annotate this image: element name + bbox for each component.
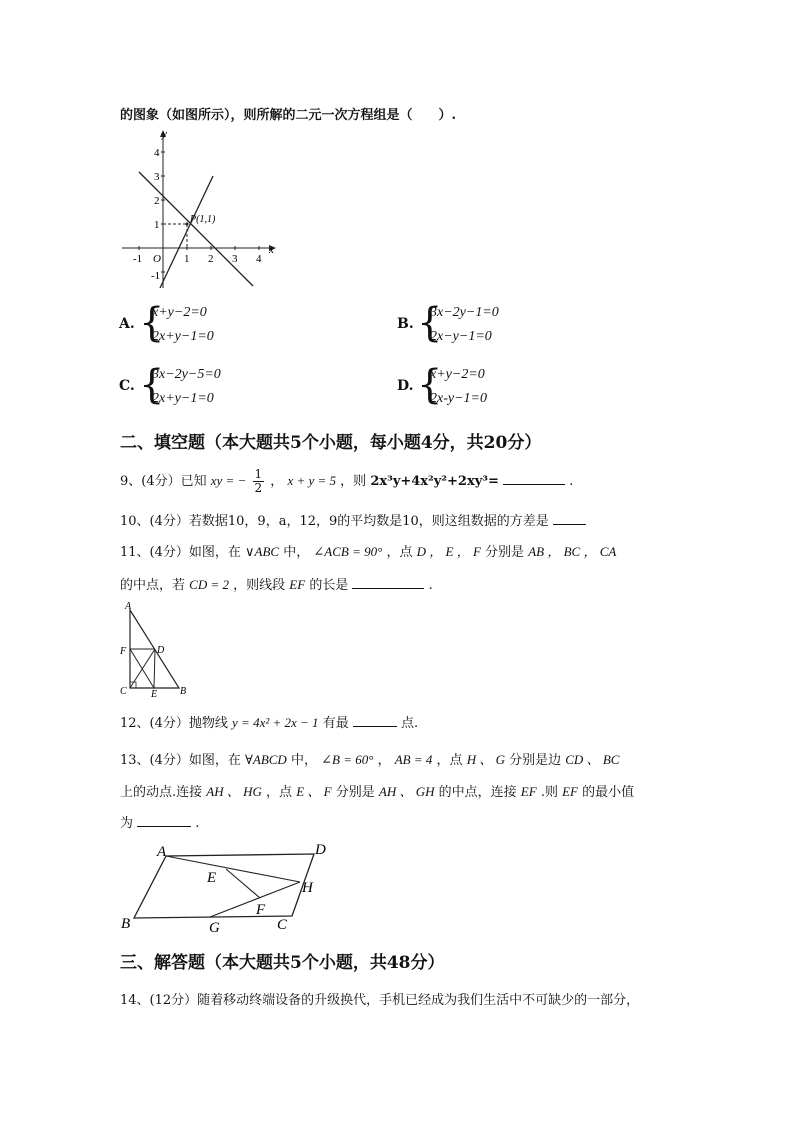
option-b-eq2: 2x−y−1=0 (430, 329, 492, 344)
option-d-eq2: 2x-y−1=0 (430, 391, 487, 406)
intro-line: 的图象（如图所示），则所解的二元一次方程组是（ ）. (120, 108, 457, 123)
x-tick-3: 3 (232, 253, 238, 265)
q11-l1b: 中， (283, 545, 310, 560)
segment-de (154, 649, 155, 688)
fig13-label-g: G (209, 920, 220, 936)
option-a-eq2: 2x+y−1=0 (152, 329, 214, 344)
option-b-eq1: 3x−2y−1=0 (430, 305, 499, 320)
option-d-eq1: x+y−2=0 (430, 367, 485, 382)
y-tick-2: 2 (154, 195, 160, 207)
q11-l2b: ，则线段 (233, 578, 286, 593)
x-axis-label: x (269, 244, 274, 256)
fig13-label-d: D (315, 842, 326, 858)
q13-ah-hg: AH 、 HG (206, 784, 262, 799)
question-13-line1 (120, 749, 619, 768)
fig13-label-c: C (277, 917, 288, 933)
fig11-label-b: B (180, 686, 187, 697)
q9-mid: ，则 (340, 474, 367, 489)
q13-l2b: ，点 (266, 785, 293, 800)
q9-sep: ， (270, 474, 284, 489)
line-2x-minus-y-eq-1 (160, 176, 213, 288)
q11-l2a: 的中点，若 (120, 578, 186, 593)
q12-prefix: 12、(4分）抛物线 (120, 716, 228, 731)
option-a-brace: { (139, 300, 165, 346)
fig11-label-a: A (125, 601, 132, 612)
fig13-label-b: B (121, 916, 131, 932)
q9-end: . (569, 474, 574, 489)
q13-l2f: 的最小值 (582, 785, 635, 800)
q12-end: 点. (401, 716, 419, 731)
q11-angle: ∠ACB = 90° (313, 544, 383, 559)
q13-l1d: ，点 (436, 753, 463, 768)
q13-l1c: ， (377, 753, 391, 768)
q13-segs: CD 、 BC (565, 752, 620, 767)
question-9 (120, 468, 573, 495)
q11-answer-blank[interactable] (352, 576, 424, 589)
q13-l2e: .则 (540, 785, 558, 800)
y-tick-neg1: -1 (151, 270, 161, 282)
q9-xy-eq: xy = − (210, 473, 247, 488)
x-tick-4: 4 (256, 253, 262, 265)
y-tick-4: 4 (154, 147, 160, 159)
q13-ah-gh: AH 、 GH (378, 784, 435, 799)
q13-l2c: 分别是 (335, 785, 375, 800)
fig13-label-e: E (207, 870, 217, 886)
q13-l1a: 13、(4分）如图，在 (120, 753, 241, 768)
fig13-label-h: H (302, 880, 313, 896)
question-11-line1 (120, 541, 616, 560)
section3-heading: 三、解答题（本大题共5个小题，共48分） (120, 953, 445, 973)
y-axis-label: y (162, 128, 167, 140)
option-b-system[interactable] (430, 301, 499, 349)
fig11-label-c: C (120, 686, 127, 697)
q12-mid: 有最 (322, 716, 349, 731)
point-p-label: P(1,1) (190, 214, 216, 225)
q13-ef-seg: EF (520, 784, 537, 799)
q11-l2c: 的长是 (309, 578, 349, 593)
q9-expr: 2x³y+4x²y²+2xy³= (370, 474, 499, 489)
q13-answer-blank[interactable] (137, 814, 191, 827)
q13-ef-points: E 、 F (296, 784, 332, 799)
figure-13-parallelogram (116, 836, 340, 936)
q11-points: D ， E ， F (416, 544, 481, 559)
q13-l2a: 上的动点.连接 (120, 785, 203, 800)
option-b-brace: { (417, 300, 443, 346)
q13-ef-seg2: EF (562, 784, 578, 799)
option-d-system[interactable] (430, 363, 487, 411)
x-tick-1: 1 (184, 253, 190, 265)
parallelogram-abcd (134, 854, 314, 918)
q13-ab: AB = 4 (394, 752, 433, 767)
option-c-system[interactable] (152, 363, 221, 411)
segment-gh (210, 882, 300, 917)
fig13-label-a: A (157, 844, 167, 860)
q13-l3: 为 (120, 816, 134, 831)
option-a-system[interactable] (152, 301, 214, 349)
q13-angle: ∠B = 60° (321, 752, 374, 767)
figure-11-triangle (116, 600, 196, 700)
q11-segments: AB ， BC ， CA (528, 544, 617, 559)
question-11-line2 (120, 574, 433, 593)
x-tick-neg1: -1 (133, 253, 143, 265)
option-d-brace: { (417, 362, 443, 408)
option-d-label[interactable]: D. (397, 378, 414, 394)
q9-sum-eq: x + y = 5 (287, 473, 337, 488)
option-c-brace: { (139, 362, 165, 408)
q11-l1a: 11、(4分）如图，在 (120, 545, 241, 560)
q13-l1e: 分别是边 (509, 753, 562, 768)
fig13-label-f: F (256, 902, 266, 918)
q9-answer-blank[interactable] (503, 472, 565, 485)
fig11-label-d: D (157, 645, 165, 656)
option-c-label[interactable]: C. (119, 378, 135, 394)
option-c-eq1: 3x−2y−5=0 (152, 367, 221, 382)
q10-text: 10、(4分）若数据10，9，a，12，9的平均数是10，则这组数据的方差是 (120, 514, 549, 529)
q13-l3-end: . (195, 816, 200, 831)
q10-answer-blank[interactable] (553, 512, 586, 525)
question-10 (120, 510, 586, 529)
q11-l1c: ，点 (386, 545, 413, 560)
fig11-label-f: F (120, 646, 127, 657)
section2-heading: 二、填空题（本大题共5个小题，每小题4分，共20分） (120, 433, 542, 453)
question-13-line2 (120, 781, 634, 800)
option-b-label[interactable]: B. (397, 316, 414, 332)
q13-l2d: 的中点，连接 (438, 785, 517, 800)
q12-answer-blank[interactable] (353, 714, 397, 727)
q13-l1b: 中， (290, 753, 317, 768)
option-a-label[interactable]: A. (119, 316, 135, 332)
q9-fraction (253, 468, 265, 495)
option-a-eq1: x+y−2=0 (152, 305, 207, 320)
question-14: 14、(12分）随着移动终端设备的升级换代，手机已经成为我们生活中不可缺少的一部分， (120, 993, 640, 1008)
q11-l1d: 分别是 (485, 545, 525, 560)
q13-parallelogram: ∀ABCD (245, 752, 287, 767)
q9-prefix: 9、(4分）已知 (120, 474, 207, 489)
option-c-eq2: 2x+y−1=0 (152, 391, 214, 406)
q12-expr: y = 4x² + 2x − 1 (232, 715, 319, 730)
q11-ef: EF (289, 577, 306, 592)
fig11-label-e: E (151, 689, 158, 700)
y-tick-1: 1 (154, 219, 160, 231)
q13-hg: H 、 G (466, 752, 505, 767)
point-p (186, 223, 189, 226)
q9-frac-den: 2 (254, 481, 263, 495)
segment-ah (166, 856, 300, 882)
coordinate-graph (118, 126, 280, 294)
q11-end: . (428, 578, 433, 593)
question-13-line3 (120, 812, 199, 831)
origin-label: O (153, 253, 161, 265)
q11-cd: CD = 2 (189, 577, 229, 592)
q9-frac-num: 1 (254, 467, 263, 481)
question-12 (120, 712, 418, 731)
y-tick-3: 3 (154, 171, 160, 183)
x-tick-2: 2 (208, 253, 214, 265)
q11-triangle: ∨ABC (245, 544, 280, 559)
